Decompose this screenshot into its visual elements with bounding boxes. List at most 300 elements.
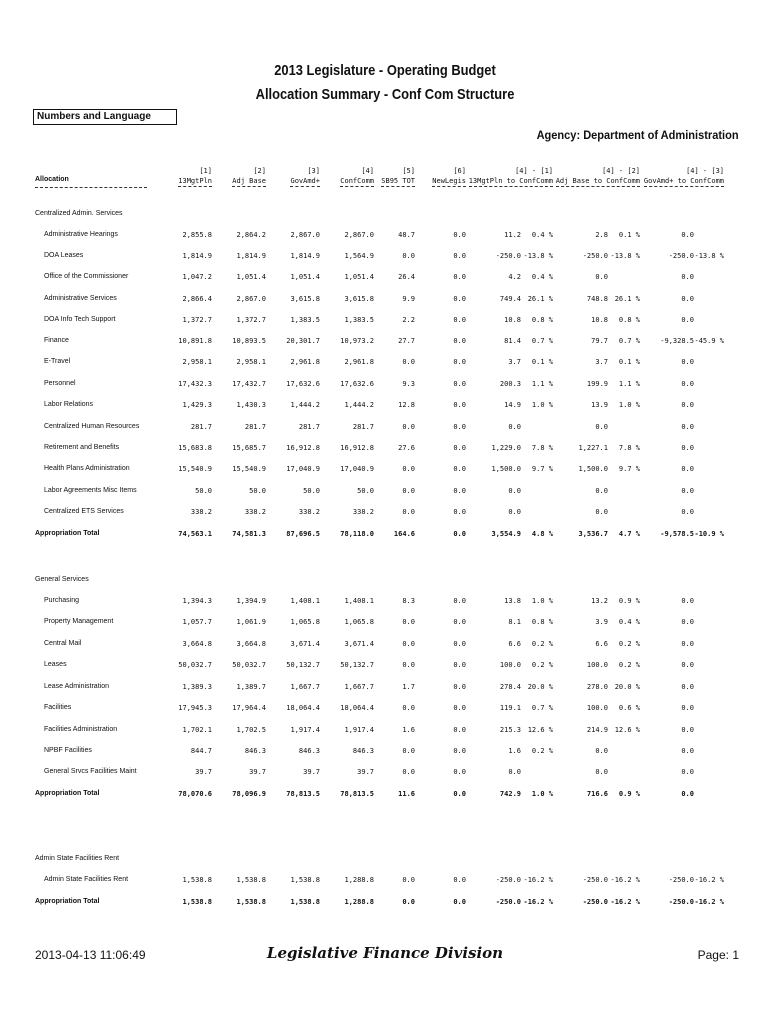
section-header-row bbox=[0, 576, 770, 588]
table-cell: 0.0 bbox=[453, 661, 466, 669]
table-cell: 0.0 bbox=[402, 661, 415, 669]
table-cell: 17,632.6 bbox=[286, 380, 320, 388]
column-header-number: [1] bbox=[199, 167, 212, 175]
table-cell: 0.0 bbox=[453, 487, 466, 495]
table-cell: 0.0 bbox=[453, 683, 466, 691]
table-cell: 74,563.1 bbox=[178, 530, 212, 538]
table-cell: 0.0 bbox=[681, 747, 694, 755]
table-cell: 12.6 % bbox=[614, 726, 640, 734]
table-cell: 0.0 bbox=[681, 380, 694, 388]
table-cell: -250.0 bbox=[495, 876, 521, 884]
table-cell: 0.0 bbox=[508, 487, 521, 495]
table-cell: 0.0 bbox=[453, 726, 466, 734]
table-cell: 20.0 % bbox=[527, 683, 553, 691]
table-cell: 27.7 bbox=[398, 337, 415, 345]
table-cell: -250.0 bbox=[668, 876, 694, 884]
column-header-number: [4] bbox=[361, 167, 374, 175]
table-cell: 3,615.8 bbox=[290, 295, 320, 303]
table-cell: 1,444.2 bbox=[344, 401, 374, 409]
row-label: Admin State Facilities Rent bbox=[44, 876, 129, 883]
table-cell: 20,301.7 bbox=[286, 337, 320, 345]
table-cell: 15,540.9 bbox=[232, 465, 266, 473]
table-cell: 0.0 bbox=[453, 465, 466, 473]
row-label: Administrative Hearings bbox=[44, 231, 118, 238]
table-row bbox=[0, 380, 770, 392]
table-cell: 50.0 bbox=[357, 487, 374, 495]
table-cell: 50,032.7 bbox=[232, 661, 266, 669]
table-cell: 48.7 bbox=[398, 231, 415, 239]
table-cell: 1,051.4 bbox=[344, 273, 374, 281]
table-cell: 742.9 bbox=[499, 790, 521, 798]
agency-label: Agency: Department of Administration bbox=[536, 128, 739, 142]
table-cell: 50,132.7 bbox=[340, 661, 374, 669]
table-cell: 0.1 % bbox=[618, 231, 640, 239]
table-cell: 87,696.5 bbox=[286, 530, 320, 538]
table-row bbox=[0, 683, 770, 695]
table-cell: 1,538.8 bbox=[182, 876, 212, 884]
table-cell: 1,814.9 bbox=[290, 252, 320, 260]
table-cell: 10,973.2 bbox=[340, 337, 374, 345]
table-cell: 1,383.5 bbox=[290, 316, 320, 324]
table-cell: 0.0 bbox=[453, 704, 466, 712]
table-cell: 0.0 bbox=[453, 790, 466, 798]
table-cell: 3.9 bbox=[595, 618, 608, 626]
table-row bbox=[0, 726, 770, 738]
table-cell: 1.6 bbox=[508, 747, 521, 755]
table-cell: 338.2 bbox=[352, 508, 374, 516]
table-cell: 1,394.3 bbox=[182, 597, 212, 605]
row-label: Leases bbox=[44, 661, 67, 668]
table-cell: 1,917.4 bbox=[290, 726, 320, 734]
table-cell: 1,051.4 bbox=[236, 273, 266, 281]
table-cell: 0.0 bbox=[681, 790, 694, 798]
table-cell: 100.0 bbox=[499, 661, 521, 669]
table-cell: 1,229.0 bbox=[491, 444, 521, 452]
row-label: Purchasing bbox=[44, 597, 80, 604]
table-cell: 281.7 bbox=[352, 423, 374, 431]
table-cell: 0.0 bbox=[681, 768, 694, 776]
table-cell: 0.0 bbox=[453, 508, 466, 516]
table-cell: 1.0 % bbox=[531, 597, 553, 605]
table-cell: 0.9 % bbox=[618, 597, 640, 605]
table-cell: 0.0 bbox=[681, 316, 694, 324]
table-cell: 0.0 bbox=[595, 273, 608, 281]
row-label: Lease Administration bbox=[44, 683, 109, 690]
table-cell: 0.0 bbox=[681, 358, 694, 366]
table-cell: 0.4 % bbox=[618, 618, 640, 626]
table-cell: 1,702.1 bbox=[182, 726, 212, 734]
column-header-number: [5] bbox=[402, 167, 415, 175]
table-cell: 1,394.9 bbox=[236, 597, 266, 605]
table-cell: 2.8 bbox=[595, 231, 608, 239]
table-cell: 1,538.8 bbox=[290, 876, 320, 884]
table-cell: 0.2 % bbox=[618, 661, 640, 669]
table-cell: 9.7 % bbox=[618, 465, 640, 473]
table-cell: 844.7 bbox=[190, 747, 212, 755]
table-cell: 0.0 bbox=[681, 444, 694, 452]
table-cell: 0.8 % bbox=[531, 316, 553, 324]
row-label: DOA Leases bbox=[44, 252, 84, 259]
table-row bbox=[0, 295, 770, 307]
table-cell: 0.0 bbox=[402, 768, 415, 776]
table-cell: 0.0 bbox=[453, 316, 466, 324]
row-label: Admin State Facilities Rent bbox=[35, 855, 120, 862]
table-cell: 1,372.7 bbox=[236, 316, 266, 324]
table-cell: 0.9 % bbox=[618, 790, 640, 798]
report-subtitle: Allocation Summary - Conf Com Structure bbox=[255, 86, 515, 103]
table-cell: 7.8 % bbox=[618, 444, 640, 452]
table-cell: -16.2 % bbox=[694, 898, 724, 906]
table-row bbox=[0, 661, 770, 673]
table-cell: 0.0 bbox=[681, 423, 694, 431]
table-cell: 0.0 bbox=[508, 508, 521, 516]
table-cell: 0.0 bbox=[402, 898, 415, 906]
row-label: Centralized Human Resources bbox=[44, 423, 140, 430]
table-cell: 1,538.8 bbox=[236, 876, 266, 884]
table-cell: 1,408.1 bbox=[290, 597, 320, 605]
table-row bbox=[0, 316, 770, 328]
table-cell: 2,866.4 bbox=[182, 295, 212, 303]
table-cell: 18,064.4 bbox=[340, 704, 374, 712]
table-cell: 0.2 % bbox=[618, 640, 640, 648]
column-header-number: [4] - [3] bbox=[686, 167, 724, 175]
table-cell: 0.0 bbox=[681, 683, 694, 691]
table-cell: 20.0 % bbox=[614, 683, 640, 691]
table-cell: 0.0 bbox=[453, 618, 466, 626]
table-cell: 6.6 bbox=[508, 640, 521, 648]
table-cell: 1.0 % bbox=[531, 790, 553, 798]
table-cell: 1,408.1 bbox=[344, 597, 374, 605]
row-label: Property Management bbox=[44, 618, 114, 625]
table-cell: 15,685.7 bbox=[232, 444, 266, 452]
report-title: 2013 Legislature - Operating Budget bbox=[274, 62, 496, 79]
table-cell: 1,061.9 bbox=[236, 618, 266, 626]
table-row bbox=[0, 487, 770, 499]
table-cell: 2,961.8 bbox=[344, 358, 374, 366]
table-cell: 1,538.8 bbox=[236, 898, 266, 906]
table-cell: 1,444.2 bbox=[290, 401, 320, 409]
table-cell: 10,893.5 bbox=[232, 337, 266, 345]
table-cell: 13.8 bbox=[504, 597, 521, 605]
table-cell: 0.0 bbox=[681, 401, 694, 409]
row-label: Administrative Services bbox=[44, 295, 117, 302]
table-cell: 50,032.7 bbox=[178, 661, 212, 669]
table-cell: 11.6 bbox=[398, 790, 415, 798]
table-cell: 9.9 bbox=[402, 295, 415, 303]
table-cell: 1,564.9 bbox=[344, 252, 374, 260]
table-cell: 2,864.2 bbox=[236, 231, 266, 239]
footer-division: Legislative Finance Division bbox=[266, 944, 504, 962]
table-cell: 0.0 bbox=[595, 508, 608, 516]
table-cell: 2,958.1 bbox=[182, 358, 212, 366]
table-cell: 2,867.0 bbox=[236, 295, 266, 303]
table-cell: -13.8 % bbox=[523, 252, 553, 260]
table-cell: -16.2 % bbox=[610, 898, 640, 906]
row-label: Facilities Administration bbox=[44, 726, 118, 733]
table-cell: 0.0 bbox=[453, 768, 466, 776]
table-cell: 1,667.7 bbox=[344, 683, 374, 691]
table-cell: 0.0 bbox=[681, 704, 694, 712]
table-cell: 1,500.0 bbox=[578, 465, 608, 473]
table-row bbox=[0, 876, 770, 888]
table-cell: -250.0 bbox=[668, 898, 694, 906]
table-cell: 164.6 bbox=[393, 530, 415, 538]
table-cell: 0.7 % bbox=[531, 704, 553, 712]
table-cell: -13.8 % bbox=[694, 252, 724, 260]
table-cell: 0.0 bbox=[402, 618, 415, 626]
table-cell: 0.8 % bbox=[618, 316, 640, 324]
table-cell: 12.8 bbox=[398, 401, 415, 409]
table-cell: 0.0 bbox=[402, 640, 415, 648]
row-label: Central Mail bbox=[44, 640, 82, 647]
table-row bbox=[0, 597, 770, 609]
table-cell: 0.7 % bbox=[618, 337, 640, 345]
column-header-8 bbox=[556, 166, 640, 187]
table-cell: 0.0 bbox=[681, 273, 694, 281]
column-header-3 bbox=[290, 166, 320, 187]
table-cell: 0.0 bbox=[402, 508, 415, 516]
table-cell: 0.0 bbox=[453, 747, 466, 755]
table-cell: 9.7 % bbox=[531, 465, 553, 473]
row-label: E-Travel bbox=[44, 358, 71, 365]
table-cell: 278.0 bbox=[586, 683, 608, 691]
table-cell: 0.0 bbox=[681, 465, 694, 473]
table-cell: 0.6 % bbox=[618, 704, 640, 712]
table-cell: 0.0 bbox=[402, 876, 415, 884]
table-cell: 1,389.3 bbox=[182, 683, 212, 691]
footer-timestamp: 2013-04-13 11:06:49 bbox=[35, 948, 146, 962]
table-row bbox=[0, 747, 770, 759]
table-cell: 0.0 bbox=[595, 423, 608, 431]
table-cell: -45.9 % bbox=[694, 337, 724, 345]
table-cell: 1,667.7 bbox=[290, 683, 320, 691]
table-cell: 7.8 % bbox=[531, 444, 553, 452]
table-cell: 1,538.8 bbox=[182, 898, 212, 906]
table-cell: 17,632.6 bbox=[340, 380, 374, 388]
numbers-and-language-box: Numbers and Language bbox=[33, 109, 177, 125]
table-cell: 2,867.0 bbox=[344, 231, 374, 239]
table-cell: 17,964.4 bbox=[232, 704, 266, 712]
table-cell: 4.2 bbox=[508, 273, 521, 281]
table-cell: 14.9 bbox=[504, 401, 521, 409]
table-cell: 100.0 bbox=[586, 661, 608, 669]
table-cell: 0.0 bbox=[402, 487, 415, 495]
table-row bbox=[0, 768, 770, 780]
table-row bbox=[0, 465, 770, 477]
table-cell: 0.0 bbox=[681, 661, 694, 669]
table-cell: 846.3 bbox=[352, 747, 374, 755]
table-cell: 4.8 % bbox=[531, 530, 553, 538]
table-row bbox=[0, 508, 770, 520]
row-label: General Srvcs Facilities Maint bbox=[44, 768, 137, 775]
table-cell: 1,538.8 bbox=[290, 898, 320, 906]
table-cell: 2.2 bbox=[402, 316, 415, 324]
table-row bbox=[0, 358, 770, 370]
table-cell: 281.7 bbox=[190, 423, 212, 431]
column-header-1 bbox=[178, 166, 212, 187]
table-cell: 0.4 % bbox=[531, 231, 553, 239]
table-cell: 26.4 bbox=[398, 273, 415, 281]
table-cell: 0.0 bbox=[453, 640, 466, 648]
table-cell: 2,867.0 bbox=[290, 231, 320, 239]
table-cell: 50.0 bbox=[303, 487, 320, 495]
table-cell: 0.0 bbox=[402, 252, 415, 260]
table-cell: 1.6 bbox=[402, 726, 415, 734]
table-cell: 9.3 bbox=[402, 380, 415, 388]
table-cell: 17,040.9 bbox=[286, 465, 320, 473]
table-cell: 0.0 bbox=[453, 231, 466, 239]
table-cell: 749.4 bbox=[499, 295, 521, 303]
column-header-5 bbox=[381, 166, 415, 187]
column-header-name: 13MgtPln to ConfComm bbox=[468, 177, 553, 185]
table-cell: 3,615.8 bbox=[344, 295, 374, 303]
column-header-7 bbox=[469, 166, 553, 187]
table-cell: 78,813.5 bbox=[340, 790, 374, 798]
appropriation-total-row bbox=[0, 790, 770, 802]
table-cell: 13.9 bbox=[591, 401, 608, 409]
table-cell: 1,065.8 bbox=[290, 618, 320, 626]
column-header-name: SB95 TOT bbox=[381, 177, 415, 185]
column-header-name: 13MgtPln bbox=[178, 177, 212, 185]
table-cell: 0.0 bbox=[681, 640, 694, 648]
table-cell: -9,328.5 bbox=[660, 337, 694, 345]
row-label: Personnel bbox=[44, 380, 76, 387]
table-cell: 3,671.4 bbox=[344, 640, 374, 648]
row-label: NPBF Facilities bbox=[44, 747, 92, 754]
table-cell: 11.2 bbox=[504, 231, 521, 239]
table-cell: 3.7 bbox=[508, 358, 521, 366]
row-label: Appropriation Total bbox=[35, 898, 100, 905]
table-cell: 338.2 bbox=[190, 508, 212, 516]
table-cell: 1,430.3 bbox=[236, 401, 266, 409]
table-cell: 50.0 bbox=[249, 487, 266, 495]
row-label: DOA Info Tech Support bbox=[44, 316, 116, 323]
table-cell: 200.3 bbox=[499, 380, 521, 388]
table-cell: 2,961.8 bbox=[290, 358, 320, 366]
table-cell: 1,814.9 bbox=[182, 252, 212, 260]
table-cell: 0.0 bbox=[595, 487, 608, 495]
table-cell: 3,554.9 bbox=[491, 530, 521, 538]
table-cell: 18,064.4 bbox=[286, 704, 320, 712]
table-cell: 50.0 bbox=[195, 487, 212, 495]
table-row bbox=[0, 423, 770, 435]
table-cell: 1,051.4 bbox=[290, 273, 320, 281]
table-cell: 3,664.8 bbox=[236, 640, 266, 648]
column-header-number: [2] bbox=[253, 167, 266, 175]
table-cell: 0.0 bbox=[402, 423, 415, 431]
table-cell: 0.0 bbox=[453, 876, 466, 884]
table-cell: 39.7 bbox=[303, 768, 320, 776]
table-cell: 15,683.8 bbox=[178, 444, 212, 452]
table-cell: 1,389.7 bbox=[236, 683, 266, 691]
table-cell: 1.0 % bbox=[618, 401, 640, 409]
table-cell: 0.0 bbox=[681, 487, 694, 495]
table-row bbox=[0, 704, 770, 716]
table-cell: 1,500.0 bbox=[491, 465, 521, 473]
table-cell: 846.3 bbox=[298, 747, 320, 755]
table-cell: -10.9 % bbox=[694, 530, 724, 538]
table-cell: 1.1 % bbox=[531, 380, 553, 388]
table-cell: 281.7 bbox=[244, 423, 266, 431]
table-cell: 39.7 bbox=[357, 768, 374, 776]
table-cell: 0.2 % bbox=[531, 640, 553, 648]
table-cell: 0.2 % bbox=[531, 661, 553, 669]
table-cell: 17,432.3 bbox=[178, 380, 212, 388]
table-cell: 1,814.9 bbox=[236, 252, 266, 260]
table-cell: -16.2 % bbox=[523, 876, 553, 884]
table-cell: 1,702.5 bbox=[236, 726, 266, 734]
table-cell: 1,383.5 bbox=[344, 316, 374, 324]
table-cell: 0.0 bbox=[402, 465, 415, 473]
table-cell: 3.7 bbox=[595, 358, 608, 366]
table-cell: 16,912.8 bbox=[286, 444, 320, 452]
column-header-name: GovAmd+ bbox=[290, 177, 320, 185]
table-cell: 8.1 bbox=[508, 618, 521, 626]
table-cell: 39.7 bbox=[195, 768, 212, 776]
table-cell: 50,132.7 bbox=[286, 661, 320, 669]
row-label: Labor Relations bbox=[44, 401, 94, 408]
column-header-6 bbox=[432, 166, 466, 187]
table-cell: 281.7 bbox=[298, 423, 320, 431]
table-cell: 100.0 bbox=[586, 704, 608, 712]
table-cell: 0.0 bbox=[681, 618, 694, 626]
column-header-2 bbox=[232, 166, 266, 187]
row-label: Office of the Commissioner bbox=[44, 273, 129, 280]
column-header-name: Adj Base to ConfComm bbox=[555, 177, 640, 185]
table-cell: 10.8 bbox=[504, 316, 521, 324]
appropriation-total-row bbox=[0, 530, 770, 542]
table-cell: 0.7 % bbox=[531, 337, 553, 345]
column-header-number: [4] - [1] bbox=[515, 167, 553, 175]
table-row bbox=[0, 640, 770, 652]
column-header-number: [3] bbox=[307, 167, 320, 175]
table-cell: 0.0 bbox=[453, 898, 466, 906]
table-cell: 1,065.8 bbox=[344, 618, 374, 626]
table-cell: 215.3 bbox=[499, 726, 521, 734]
table-cell: 0.0 bbox=[453, 358, 466, 366]
table-cell: 16,912.8 bbox=[340, 444, 374, 452]
row-label: Facilities bbox=[44, 704, 72, 711]
table-cell: 39.7 bbox=[249, 768, 266, 776]
row-label: Appropriation Total bbox=[35, 530, 100, 537]
table-cell: 0.0 bbox=[681, 231, 694, 239]
column-header-name: NewLegis bbox=[432, 177, 466, 185]
row-label: Finance bbox=[44, 337, 69, 344]
table-cell: 0.0 bbox=[508, 768, 521, 776]
table-cell: 0.0 bbox=[453, 444, 466, 452]
table-cell: 1,917.4 bbox=[344, 726, 374, 734]
row-label: Appropriation Total bbox=[35, 790, 100, 797]
table-cell: 0.2 % bbox=[531, 747, 553, 755]
table-cell: 15,540.9 bbox=[178, 465, 212, 473]
table-cell: 0.0 bbox=[595, 768, 608, 776]
footer-page-number: Page: 1 bbox=[697, 948, 739, 962]
allocation-header-underline bbox=[35, 187, 147, 188]
table-cell: 6.6 bbox=[595, 640, 608, 648]
table-row bbox=[0, 444, 770, 456]
column-header-9 bbox=[644, 166, 724, 187]
table-cell: 79.7 bbox=[591, 337, 608, 345]
table-row bbox=[0, 618, 770, 630]
table-cell: 716.6 bbox=[586, 790, 608, 798]
table-cell: -250.0 bbox=[668, 252, 694, 260]
table-cell: 1.7 bbox=[402, 683, 415, 691]
row-label: Retirement and Benefits bbox=[44, 444, 120, 451]
table-cell: 4.7 % bbox=[618, 530, 640, 538]
table-cell: 1,057.7 bbox=[182, 618, 212, 626]
table-cell: 0.0 bbox=[453, 252, 466, 260]
column-header-4 bbox=[340, 166, 374, 187]
